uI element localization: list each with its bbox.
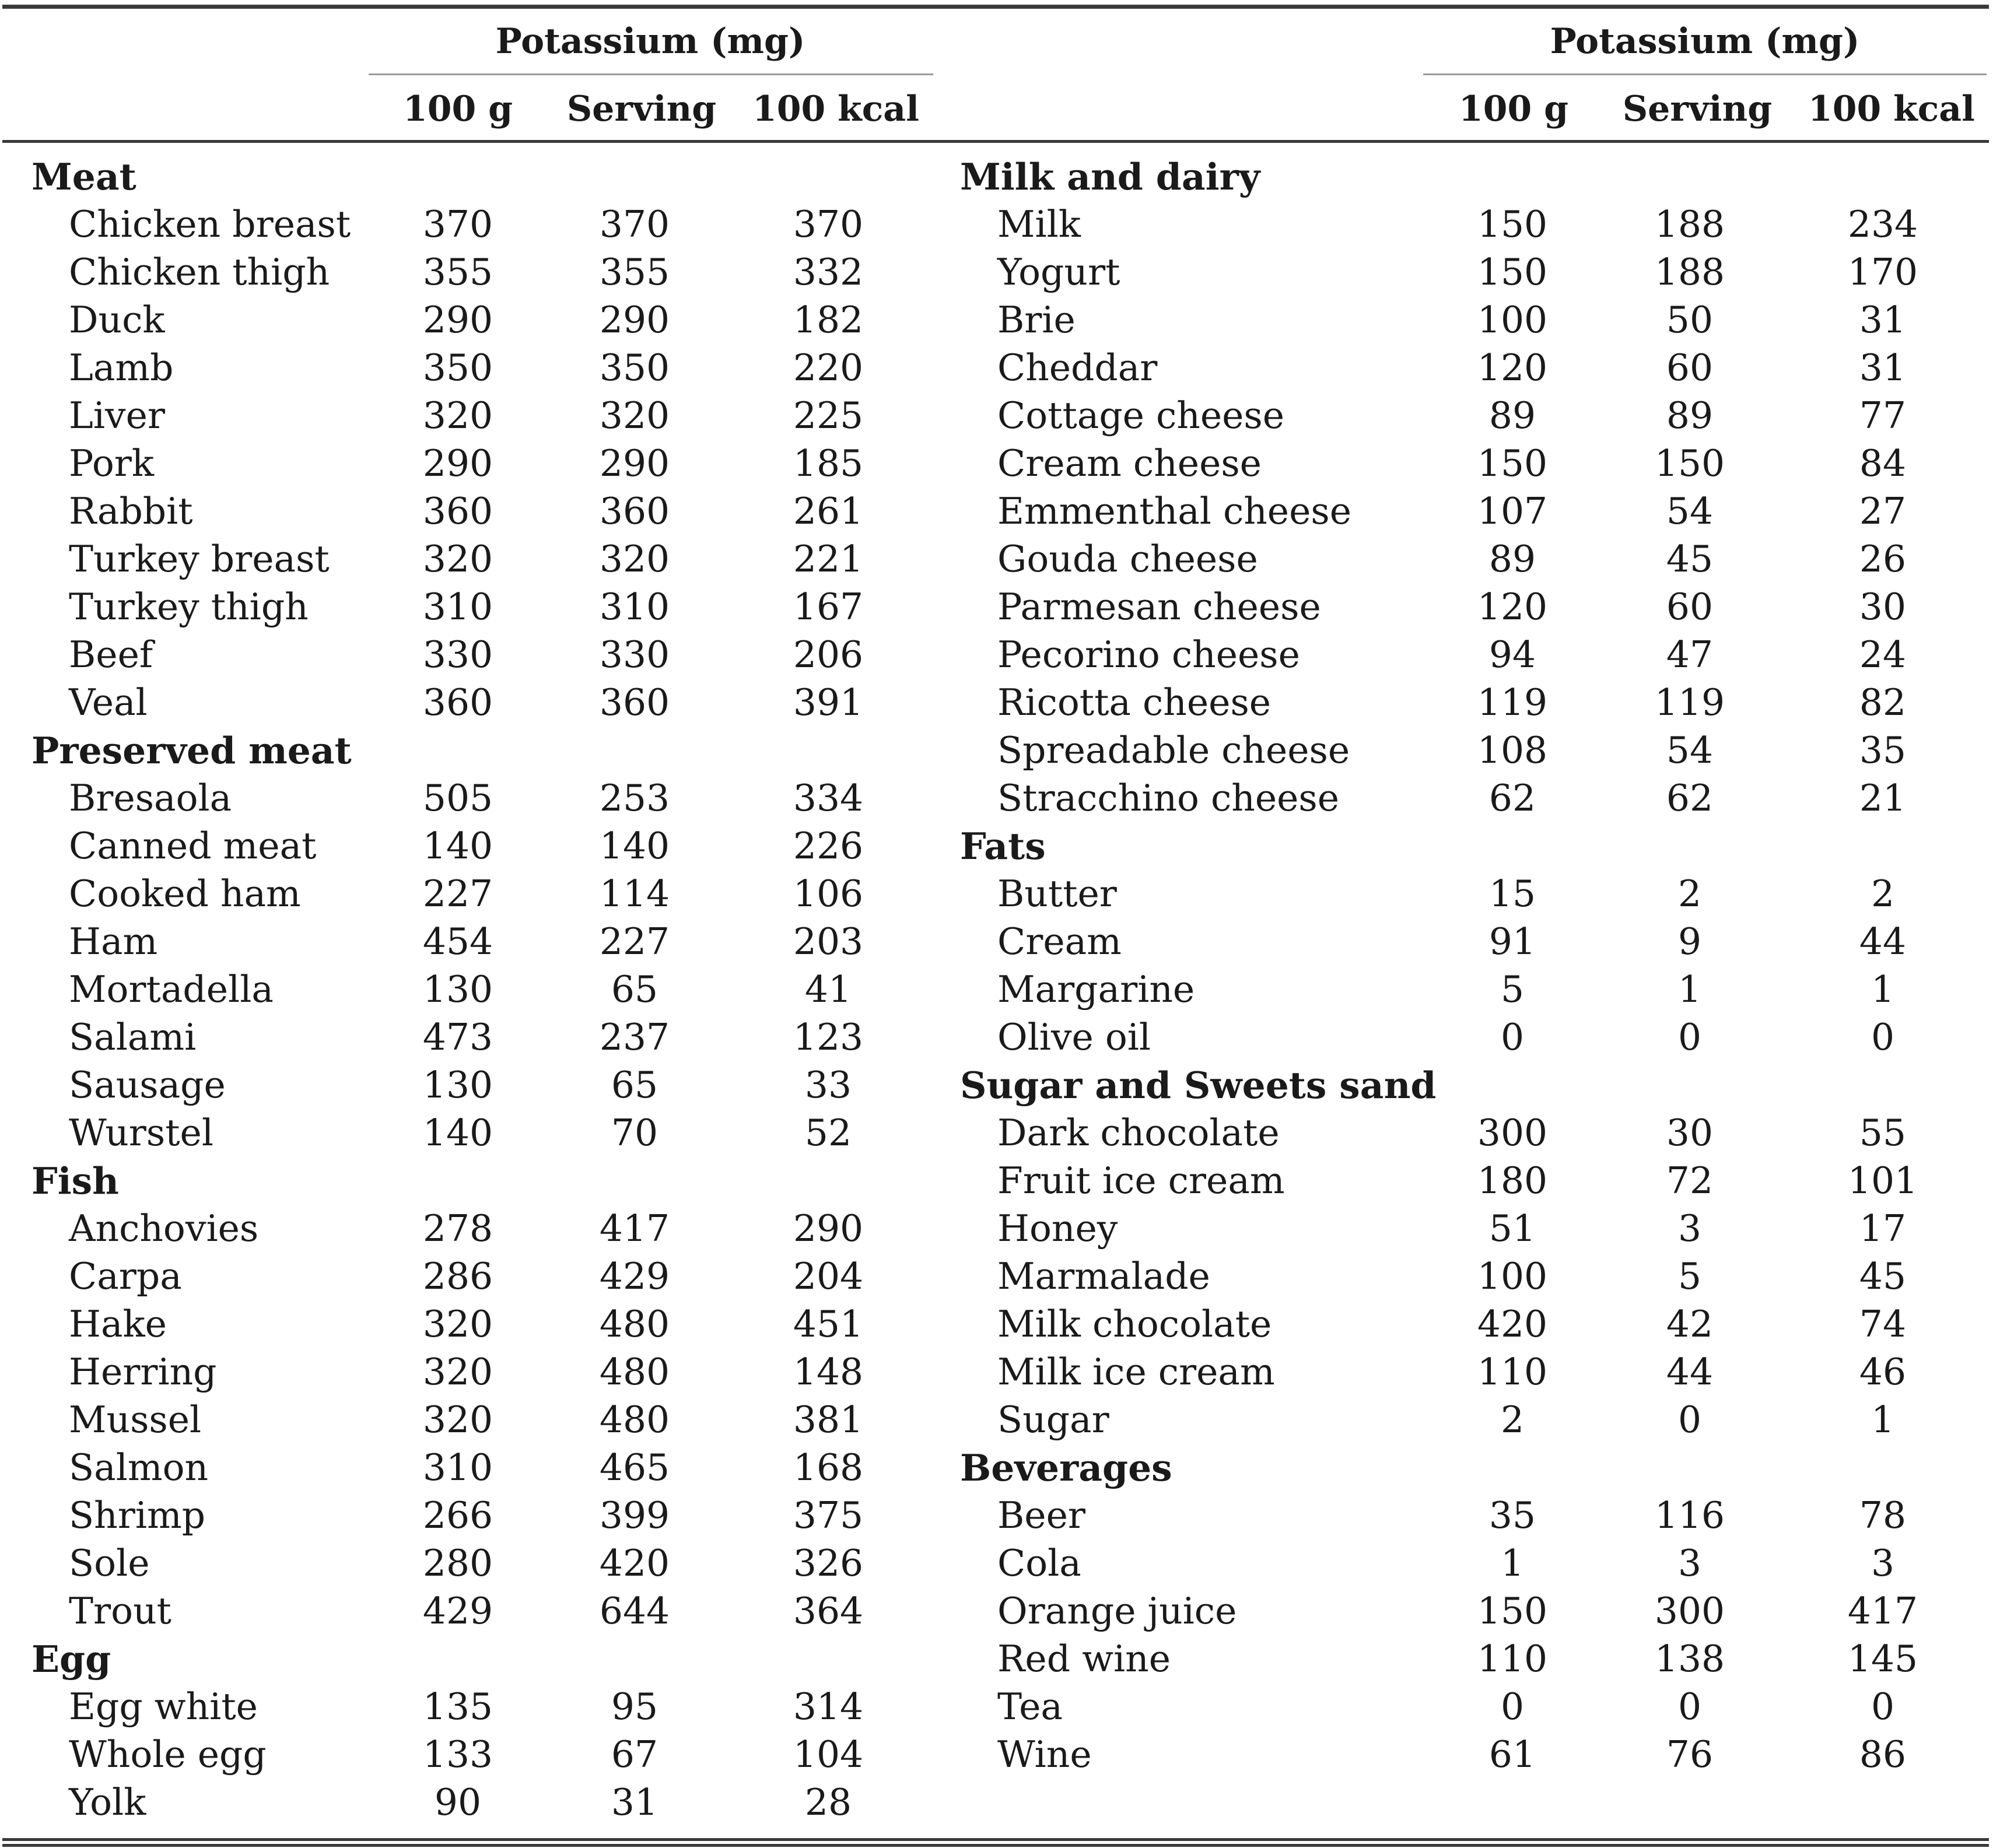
value-100kcal: 84 [1859, 442, 1907, 485]
category-heading: Sugar and Sweets sand [960, 1064, 1437, 1107]
food-item-name: Salmon [69, 1446, 209, 1489]
value-serving: 65 [611, 1064, 659, 1106]
food-item-name: Pork [69, 442, 155, 485]
value-serving: 644 [599, 1590, 670, 1632]
value-100g: 150 [1477, 203, 1548, 246]
food-item-name: Cheddar [997, 346, 1158, 389]
value-100kcal: 74 [1859, 1303, 1907, 1345]
food-item-name: Parmesan cheese [997, 585, 1321, 628]
value-100kcal: 206 [793, 633, 864, 676]
value-100kcal: 332 [793, 251, 864, 293]
food-item-name: Emmenthal cheese [997, 490, 1351, 532]
value-100kcal: 314 [793, 1685, 864, 1728]
value-100g: 280 [422, 1542, 493, 1584]
value-serving: 0 [1677, 1398, 1702, 1441]
value-100kcal: 101 [1847, 1159, 1918, 1202]
value-serving: 30 [1666, 1111, 1714, 1154]
right-col-100g-header: 100 g [1458, 89, 1569, 129]
value-100g: 110 [1477, 1351, 1548, 1393]
value-100g: 90 [434, 1781, 482, 1824]
value-100g: 108 [1477, 729, 1548, 772]
food-item-name: Carpa [69, 1255, 182, 1298]
value-serving: 150 [1654, 442, 1725, 485]
value-100kcal: 364 [793, 1590, 864, 1632]
value-100g: 266 [422, 1494, 493, 1537]
food-item-name: Chicken thigh [69, 251, 330, 293]
food-item-name: Mussel [69, 1398, 202, 1441]
value-100g: 429 [422, 1590, 493, 1632]
right-potassium-header: Potassium (mg) [1550, 21, 1860, 62]
food-item-name: Ham [69, 920, 158, 963]
food-item-name: Sausage [69, 1064, 226, 1106]
food-item-name: Lamb [69, 346, 174, 389]
value-100g: 290 [422, 442, 493, 485]
value-100kcal: 261 [793, 490, 864, 532]
category-heading: Milk and dairy [960, 155, 1260, 198]
value-serving: 54 [1666, 729, 1714, 772]
value-serving: 2 [1677, 872, 1702, 915]
value-100g: 180 [1477, 1159, 1548, 1202]
value-serving: 76 [1666, 1733, 1714, 1776]
value-100kcal: 28 [804, 1781, 852, 1824]
value-serving: 420 [599, 1542, 670, 1584]
value-serving: 350 [599, 346, 670, 389]
value-serving: 399 [599, 1494, 670, 1537]
food-item-name: Canned meat [69, 825, 317, 867]
food-item-name: Rabbit [69, 490, 193, 532]
value-serving: 330 [599, 633, 670, 676]
value-100g: 51 [1488, 1207, 1536, 1250]
value-100g: 2 [1500, 1398, 1525, 1441]
value-serving: 310 [599, 585, 670, 628]
value-serving: 429 [599, 1255, 670, 1298]
value-100g: 370 [422, 203, 493, 246]
food-item-name: Sole [69, 1542, 150, 1584]
right-col-100kcal-header: 100 kcal [1808, 89, 1975, 129]
value-100g: 150 [1477, 1590, 1548, 1632]
value-100g: 310 [422, 585, 493, 628]
food-item-name: Cream [997, 920, 1122, 963]
food-item-name: Anchovies [69, 1207, 259, 1250]
food-item-name: Liver [69, 394, 165, 437]
value-100kcal: 82 [1859, 681, 1907, 724]
food-item-name: Duck [69, 299, 165, 341]
value-100kcal: 185 [793, 442, 864, 485]
value-100kcal: 30 [1859, 585, 1907, 628]
value-100kcal: 45 [1859, 1255, 1907, 1298]
value-serving: 0 [1677, 1016, 1702, 1058]
value-100g: 320 [422, 1351, 493, 1393]
value-serving: 60 [1666, 585, 1714, 628]
value-serving: 65 [611, 968, 659, 1011]
header-bottom-rule [2, 140, 1989, 143]
value-100g: 91 [1488, 920, 1536, 963]
value-serving: 227 [599, 920, 670, 963]
value-100kcal: 1 [1871, 968, 1895, 1011]
food-item-name: Bresaola [69, 777, 232, 819]
value-100kcal: 2 [1871, 872, 1895, 915]
value-100g: 107 [1477, 490, 1548, 532]
value-serving: 119 [1654, 681, 1725, 724]
value-100kcal: 451 [793, 1303, 864, 1345]
food-item-name: Egg white [69, 1685, 258, 1728]
value-serving: 188 [1654, 203, 1725, 246]
value-serving: 45 [1666, 538, 1714, 580]
value-100g: 15 [1488, 872, 1536, 915]
value-100kcal: 226 [793, 825, 864, 867]
value-serving: 1 [1677, 968, 1702, 1011]
value-serving: 116 [1654, 1494, 1725, 1537]
value-serving: 54 [1666, 490, 1714, 532]
value-serving: 44 [1666, 1351, 1714, 1393]
value-100kcal: 167 [793, 585, 864, 628]
value-serving: 62 [1666, 777, 1714, 819]
value-100g: 130 [422, 968, 493, 1011]
value-serving: 31 [611, 1781, 659, 1824]
food-item-name: Yogurt [997, 251, 1120, 293]
value-100g: 94 [1488, 633, 1536, 676]
left-potassium-header: Potassium (mg) [495, 21, 805, 62]
value-serving: 360 [599, 490, 670, 532]
value-100g: 89 [1488, 394, 1536, 437]
value-100g: 0 [1500, 1016, 1525, 1058]
value-serving: 290 [599, 442, 670, 485]
food-item-name: Tea [997, 1685, 1063, 1728]
value-100kcal: 220 [793, 346, 864, 389]
value-100kcal: 334 [793, 777, 864, 819]
value-100g: 360 [422, 490, 493, 532]
value-serving: 360 [599, 681, 670, 724]
food-item-name: Chicken breast [69, 203, 351, 246]
value-100g: 320 [422, 538, 493, 580]
value-100kcal: 225 [793, 394, 864, 437]
value-serving: 47 [1666, 633, 1714, 676]
value-100kcal: 86 [1859, 1733, 1907, 1776]
category-heading: Preserved meat [31, 729, 352, 772]
value-100kcal: 0 [1871, 1685, 1895, 1728]
value-100g: 286 [422, 1255, 493, 1298]
food-item-name: Veal [69, 681, 148, 724]
food-item-name: Beer [997, 1494, 1085, 1537]
value-100g: 100 [1477, 1255, 1548, 1298]
food-item-name: Milk chocolate [997, 1303, 1272, 1345]
value-serving: 114 [599, 872, 670, 915]
category-heading: Egg [31, 1637, 111, 1681]
left-col-serving-header: Serving [566, 89, 717, 129]
value-serving: 320 [599, 394, 670, 437]
value-100g: 120 [1477, 346, 1548, 389]
food-item-name: Ricotta cheese [997, 681, 1272, 724]
value-100kcal: 203 [793, 920, 864, 963]
left-col-100kcal-header: 100 kcal [752, 89, 919, 129]
value-100kcal: 170 [1847, 251, 1918, 293]
value-serving: 5 [1677, 1255, 1702, 1298]
value-100g: 227 [422, 872, 493, 915]
category-heading: Fish [31, 1159, 119, 1202]
value-serving: 417 [599, 1207, 670, 1250]
food-item-name: Herring [69, 1351, 217, 1393]
value-serving: 465 [599, 1446, 670, 1489]
value-100g: 320 [422, 1398, 493, 1441]
value-100kcal: 182 [793, 299, 864, 341]
food-item-name: Margarine [997, 968, 1195, 1011]
value-100g: 320 [422, 1303, 493, 1345]
value-100g: 61 [1488, 1733, 1536, 1776]
value-100g: 278 [422, 1207, 493, 1250]
table-bottom-rule-1 [2, 1838, 1989, 1841]
food-item-name: Yolk [69, 1781, 146, 1824]
value-100kcal: 21 [1859, 777, 1907, 819]
value-serving: 95 [611, 1685, 659, 1728]
food-item-name: Turkey breast [69, 538, 330, 580]
value-serving: 3 [1677, 1542, 1702, 1584]
value-100g: 119 [1477, 681, 1548, 724]
table-top-rule [2, 5, 1989, 9]
food-item-name: Mortadella [69, 968, 274, 1011]
value-serving: 355 [599, 251, 670, 293]
value-100g: 454 [422, 920, 493, 963]
food-item-name: Wine [997, 1733, 1092, 1776]
value-100g: 5 [1500, 968, 1525, 1011]
food-item-name: Whole egg [69, 1733, 267, 1776]
food-item-name: Fruit ice cream [997, 1159, 1285, 1202]
value-serving: 50 [1666, 299, 1714, 341]
value-100kcal: 35 [1859, 729, 1907, 772]
value-serving: 188 [1654, 251, 1725, 293]
right-col-serving-header: Serving [1622, 89, 1773, 129]
food-item-name: Brie [997, 299, 1076, 341]
value-100kcal: 1 [1871, 1398, 1895, 1441]
food-item-name: Marmalade [997, 1255, 1210, 1298]
value-serving: 370 [599, 203, 670, 246]
food-item-name: Spreadable cheese [997, 729, 1350, 772]
value-100kcal: 326 [793, 1542, 864, 1584]
food-item-name: Turkey thigh [69, 585, 309, 628]
food-item-name: Dark chocolate [997, 1111, 1280, 1154]
right-header-subrule [1423, 73, 1987, 75]
value-serving: 70 [611, 1111, 659, 1154]
value-100g: 360 [422, 681, 493, 724]
value-serving: 0 [1677, 1685, 1702, 1728]
value-100g: 89 [1488, 538, 1536, 580]
value-100g: 135 [422, 1685, 493, 1728]
food-item-name: Shrimp [69, 1494, 206, 1537]
value-100kcal: 26 [1859, 538, 1907, 580]
value-100g: 320 [422, 394, 493, 437]
value-100g: 310 [422, 1446, 493, 1489]
value-serving: 480 [599, 1398, 670, 1441]
value-100g: 300 [1477, 1111, 1548, 1154]
value-serving: 89 [1666, 394, 1714, 437]
value-serving: 290 [599, 299, 670, 341]
food-item-name: Milk ice cream [997, 1351, 1275, 1393]
category-heading: Beverages [960, 1446, 1172, 1489]
value-serving: 9 [1677, 920, 1702, 963]
value-100g: 420 [1477, 1303, 1548, 1345]
food-item-name: Red wine [997, 1637, 1171, 1680]
food-item-name: Honey [997, 1207, 1118, 1250]
value-100kcal: 391 [793, 681, 864, 724]
value-100kcal: 33 [804, 1064, 852, 1106]
value-100g: 110 [1477, 1637, 1548, 1680]
food-item-name: Cooked ham [69, 872, 301, 915]
food-item-name: Wurstel [69, 1111, 213, 1154]
value-100kcal: 145 [1847, 1637, 1918, 1680]
value-100kcal: 0 [1871, 1016, 1895, 1058]
value-100g: 150 [1477, 442, 1548, 485]
value-100kcal: 24 [1859, 633, 1907, 676]
value-100kcal: 204 [793, 1255, 864, 1298]
value-serving: 3 [1677, 1207, 1702, 1250]
food-item-name: Salami [69, 1016, 197, 1058]
value-100kcal: 168 [793, 1446, 864, 1489]
food-item-name: Stracchino cheese [997, 777, 1340, 819]
value-100g: 473 [422, 1016, 493, 1058]
value-100g: 355 [422, 251, 493, 293]
value-100g: 62 [1488, 777, 1536, 819]
value-serving: 480 [599, 1351, 670, 1393]
food-item-name: Gouda cheese [997, 538, 1258, 580]
value-100g: 133 [422, 1733, 493, 1776]
category-heading: Meat [31, 155, 136, 198]
food-item-name: Orange juice [997, 1590, 1237, 1632]
food-item-name: Milk [997, 203, 1081, 246]
value-serving: 42 [1666, 1303, 1714, 1345]
value-serving: 72 [1666, 1159, 1714, 1202]
food-item-name: Trout [69, 1590, 171, 1632]
food-item-name: Beef [69, 633, 153, 676]
category-heading: Fats [960, 825, 1046, 868]
value-100g: 350 [422, 346, 493, 389]
food-item-name: Olive oil [997, 1016, 1151, 1058]
value-100kcal: 104 [793, 1733, 864, 1776]
value-100kcal: 17 [1859, 1207, 1907, 1250]
value-100kcal: 375 [793, 1494, 864, 1537]
value-serving: 253 [599, 777, 670, 819]
value-100g: 35 [1488, 1494, 1536, 1537]
food-item-name: Sugar [997, 1398, 1109, 1441]
value-100kcal: 44 [1859, 920, 1907, 963]
value-100g: 150 [1477, 251, 1548, 293]
value-100g: 330 [422, 633, 493, 676]
value-100g: 505 [422, 777, 493, 819]
value-100g: 290 [422, 299, 493, 341]
food-item-name: Cottage cheese [997, 394, 1285, 437]
value-100kcal: 77 [1859, 394, 1907, 437]
value-100kcal: 46 [1859, 1351, 1907, 1393]
value-100kcal: 78 [1859, 1494, 1907, 1537]
value-100kcal: 31 [1859, 299, 1907, 341]
value-100g: 140 [422, 825, 493, 867]
value-100kcal: 221 [793, 538, 864, 580]
left-col-100g-header: 100 g [402, 89, 513, 129]
value-serving: 138 [1654, 1637, 1725, 1680]
value-100kcal: 106 [793, 872, 864, 915]
value-100kcal: 381 [793, 1398, 864, 1441]
value-serving: 300 [1654, 1590, 1725, 1632]
value-100kcal: 290 [793, 1207, 864, 1250]
value-serving: 237 [599, 1016, 670, 1058]
value-100kcal: 41 [804, 968, 852, 1011]
value-100kcal: 27 [1859, 490, 1907, 532]
value-100g: 120 [1477, 585, 1548, 628]
value-100kcal: 52 [804, 1111, 852, 1154]
value-100g: 0 [1500, 1685, 1525, 1728]
food-item-name: Cola [997, 1542, 1081, 1584]
left-header-subrule [369, 73, 933, 75]
value-100kcal: 370 [793, 203, 864, 246]
food-item-name: Pecorino cheese [997, 633, 1300, 676]
value-serving: 67 [611, 1733, 659, 1776]
value-100kcal: 31 [1859, 346, 1907, 389]
value-100kcal: 123 [793, 1016, 864, 1058]
value-100kcal: 234 [1847, 203, 1918, 246]
food-item-name: Cream cheese [997, 442, 1262, 485]
value-serving: 140 [599, 825, 670, 867]
value-serving: 60 [1666, 346, 1714, 389]
value-serving: 320 [599, 538, 670, 580]
food-item-name: Hake [69, 1303, 167, 1345]
value-100g: 130 [422, 1064, 493, 1106]
value-100g: 140 [422, 1111, 493, 1154]
value-100kcal: 55 [1859, 1111, 1907, 1154]
value-serving: 480 [599, 1303, 670, 1345]
value-100g: 100 [1477, 299, 1548, 341]
value-100kcal: 3 [1871, 1542, 1895, 1584]
value-100kcal: 148 [793, 1351, 864, 1393]
value-100kcal: 417 [1847, 1590, 1918, 1632]
value-100g: 1 [1500, 1542, 1525, 1584]
food-item-name: Butter [997, 872, 1117, 915]
table-bottom-rule-2 [2, 1844, 1989, 1847]
